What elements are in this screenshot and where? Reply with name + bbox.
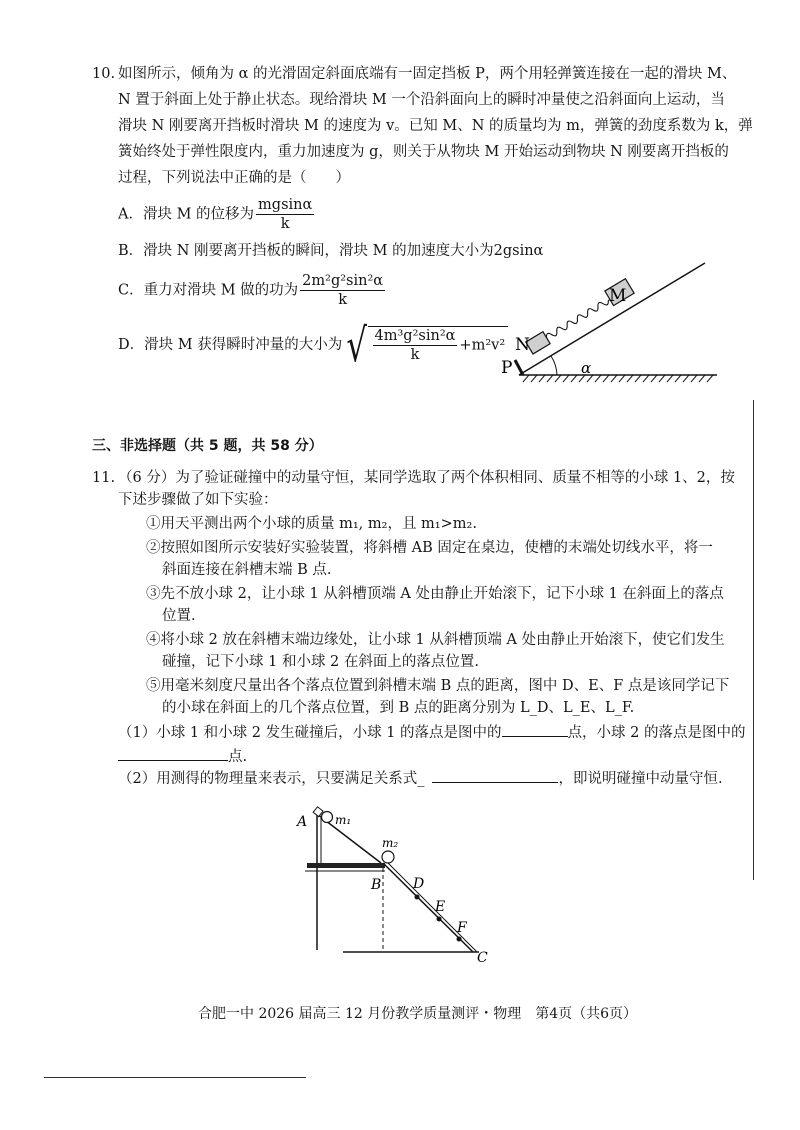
q10-option-a [118,196,316,233]
q11-step-4a: ④将小球 2 放在斜槽末端边缘处，让小球 1 从斜槽顶端 A 处由静止开始滚下，使它们发生 [146,632,725,648]
option-d-text: D．滑块 M 获得瞬时冲量的大小为 [118,337,343,353]
ball-1 [322,812,333,823]
label-p: P [501,358,513,378]
label-c: C [477,950,488,966]
q11-sub1-line-2 [118,746,247,767]
margin-rule-right [753,400,754,880]
option-a-text: A．滑块 M 的位移为 [118,206,255,223]
label-n: N [515,335,530,355]
q11-sub1-line-1 [118,722,746,743]
q10-number: 10. [92,66,116,82]
option-a-denominator: k [280,216,290,232]
q10-option-c [118,272,387,309]
label-a: A [297,814,308,830]
q11-step-5a: ⑤用毫米刻度尺量出各个落点位置到斜槽末端 B 点的距离，图中 D、E、F 点是该同学记下 [146,678,730,694]
option-d-denominator: k [410,347,420,363]
option-c-numerator: 2m²g²sin²α [302,273,384,289]
incline-surface [519,263,705,375]
label-m2: m₂ [382,836,399,850]
incline-bc-inner [388,863,477,952]
spring [545,297,612,340]
q11-sub2 [118,768,723,789]
collision-experiment-figure [295,800,505,970]
q11-step-1: ①用天平测出两个小球的质量 m₁, m₂，且 m₁>m₂. [146,516,477,532]
q10-stem-line-4: 簧始终处于弹性限度内，重力加速度为 g，则关于从物块 M 开始运动到物块 N 刚要离开挡板的 [118,144,729,160]
sub1-text-c: 点. [228,749,248,765]
q10-stem-line-1: 如图所示，倾角为 α 的光滑固定斜面底端有一固定挡板 P，两个用轻弹簧连接在一起的滑块 M、 [118,66,737,82]
ball-2 [382,851,394,863]
q11-step-2a: ②按照如图所示安装好实验装置，将斜槽 AB 固定在桌边，使槽的末端处切线水平，将一 [146,540,713,556]
table-top [307,863,385,868]
option-d-fraction [373,327,458,364]
q11-step-4b: 碰撞，记下小球 1 和小球 2 在斜面上的落点位置. [162,654,479,670]
label-m1: m₁ [335,813,352,827]
q11-step-3a: ③先不放小球 2，让小球 1 从斜槽顶端 A 处由静止开始滚下，记下小球 1 在斜面上的落点 [146,586,724,602]
label-m: M [609,286,627,306]
radical-body [368,326,509,364]
option-c-fraction [300,272,385,309]
sub1-text-a: （1）小球 1 和小球 2 发生碰撞后，小球 1 的落点是图中的 [118,725,502,741]
answer-blank-relation[interactable] [432,768,558,783]
label-alpha: α [581,359,592,377]
answer-blank-ball2[interactable] [118,746,228,761]
q11-step-3b: 位置. [162,608,196,624]
radical-sign: √ [346,318,368,372]
q10-stem-line-5: 过程，下列说法中正确的是（ ） [118,170,350,186]
q11-step-5b: 的小球在斜面上的几个落点位置，到 B 点的距离分别为 L_D、L_E、L_F. [162,700,635,716]
point-e [437,917,442,922]
q10-option-d [118,318,508,372]
page-footer: 合肥一中 2026 届高三 12 月份教学质量测评・物理 第4页（共6页） [198,1006,638,1022]
label-e: E [435,899,446,915]
option-a-numerator: mgsinα [258,197,313,213]
option-c-denominator: k [338,292,348,308]
angle-arc [551,356,557,375]
bottom-rule [44,1077,306,1078]
sub2-text-b: ，即说明碰撞中动量守恒. [558,771,723,787]
q11-intro-line-1: （6 分）为了验证碰撞中的动量守恒，某同学选取了两个体积相同、质量不相等的小球 1、2，按 [118,470,735,486]
point-f [457,937,462,942]
answer-blank-ball1[interactable] [502,722,568,737]
label-d: D [413,876,425,892]
option-c-text: C．重力对滑块 M 做的功为 [118,282,299,299]
q10-stem-line-2: N 置于斜面上处于静止状态。现给滑块 M 一个沿斜面向上的瞬时冲量使之沿斜面向上运动，当 [118,92,725,108]
sub2-text-a: （2）用测得的物理量来表示，只要满足关系式_ [118,771,425,787]
option-d-radical [342,318,508,372]
sub1-text-b: 点，小球 2 的落点是图中的 [567,725,746,741]
ground-hatching [523,375,713,382]
q11-intro-line-2: 下述步骤做了如下实验： [118,492,278,508]
barrier-p [515,360,523,375]
incline-spring-figure [495,255,725,395]
label-b: B [371,877,382,893]
q11-number: 11. [92,470,116,486]
q10-option-b: B．滑块 N 刚要离开挡板的瞬间，滑块 M 的加速度大小为2gsinα [118,243,544,259]
q11-step-2b: 斜面连接在斜槽末端 B 点. [162,562,332,578]
point-d [415,895,420,900]
option-d-numerator: 4m³g²sin²α [374,328,456,344]
label-f: F [457,920,467,936]
section3-title: 三、非选择题（共 5 题，共 58 分） [92,438,323,454]
option-d-tail: +m²v² [459,337,506,354]
q10-stem-line-3: 滑块 N 刚要离开挡板时滑块 M 的速度为 v。已知 M、N 的质量均为 m，弹簧的劲度系数为 k，弹 [118,118,753,134]
option-a-fraction [256,196,314,233]
